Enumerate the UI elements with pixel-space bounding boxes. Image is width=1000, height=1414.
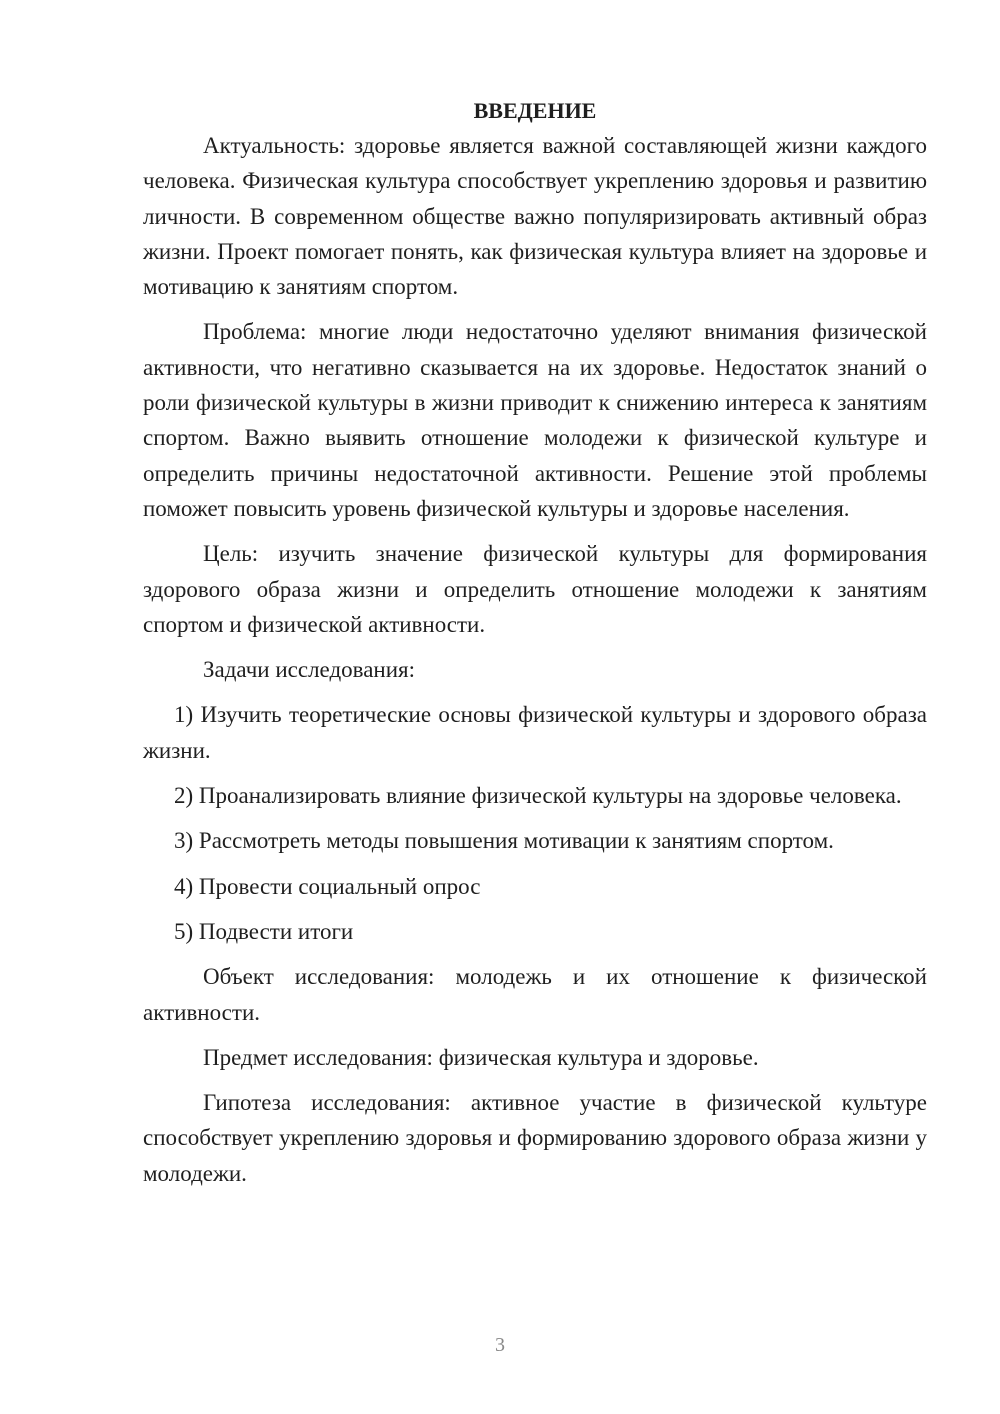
task-item: 2) Проанализировать влияние физической культуры на здоровье человека. <box>174 783 902 809</box>
tasks-title: Задачи исследования: <box>203 657 416 683</box>
paragraph-problem: Проблема: многие люди недостаточно уделяют внимания физической активности, что негативно сказывается на их здоровье. Недостаток знаний о роли физической культуры в жизни приводит к снижению интереса к занятиям спортом. Важно выявить отношение молодежи к физической культуре и определить причины недостаточной активности. Решение этой проблемы поможет повысить уровень физической культуры и здоровье населения. <box>143 319 927 521</box>
task-item: 5) Подвести итоги <box>174 918 354 944</box>
paragraph-goal: Цель: изучить значение физической культуры для формирования здорового образа жизни и определить отношение молодежи к занятиям спортом и физической активности. <box>143 541 927 637</box>
task-item: 1) Изучить теоретические основы физической культуры и здорового образа жизни. <box>143 702 927 763</box>
paragraph-object: Объект исследования: молодежь и их отношение к физической активности. <box>143 964 927 1025</box>
paragraph-hypothesis: Гипотеза исследования: активное участие в физической культуре способствует укреплению здоровья и формированию здорового образа жизни у молодежи. <box>143 1090 927 1186</box>
paragraph-relevance: Актуальность: здоровье является важной составляющей жизни каждого человека. Физическая культура способствует укреплению здоровья и развитию личности. В современном обществе важно популяризировать активный образ жизни. Проект помогает понять, как физическая культура влияет на здоровье и мотивацию к занятиям спортом. <box>143 133 927 300</box>
task-list <box>143 697 927 949</box>
section-heading: ВВЕДЕНИЕ <box>473 98 597 123</box>
paragraph-subject: Предмет исследования: физическая культура и здоровье. <box>203 1044 759 1070</box>
page-number: 3 <box>495 1334 505 1356</box>
task-item: 3) Рассмотреть методы повышения мотивации к занятиям спортом. <box>174 828 834 854</box>
task-item: 4) Провести социальный опрос <box>174 873 481 899</box>
document-page <box>143 94 927 1191</box>
